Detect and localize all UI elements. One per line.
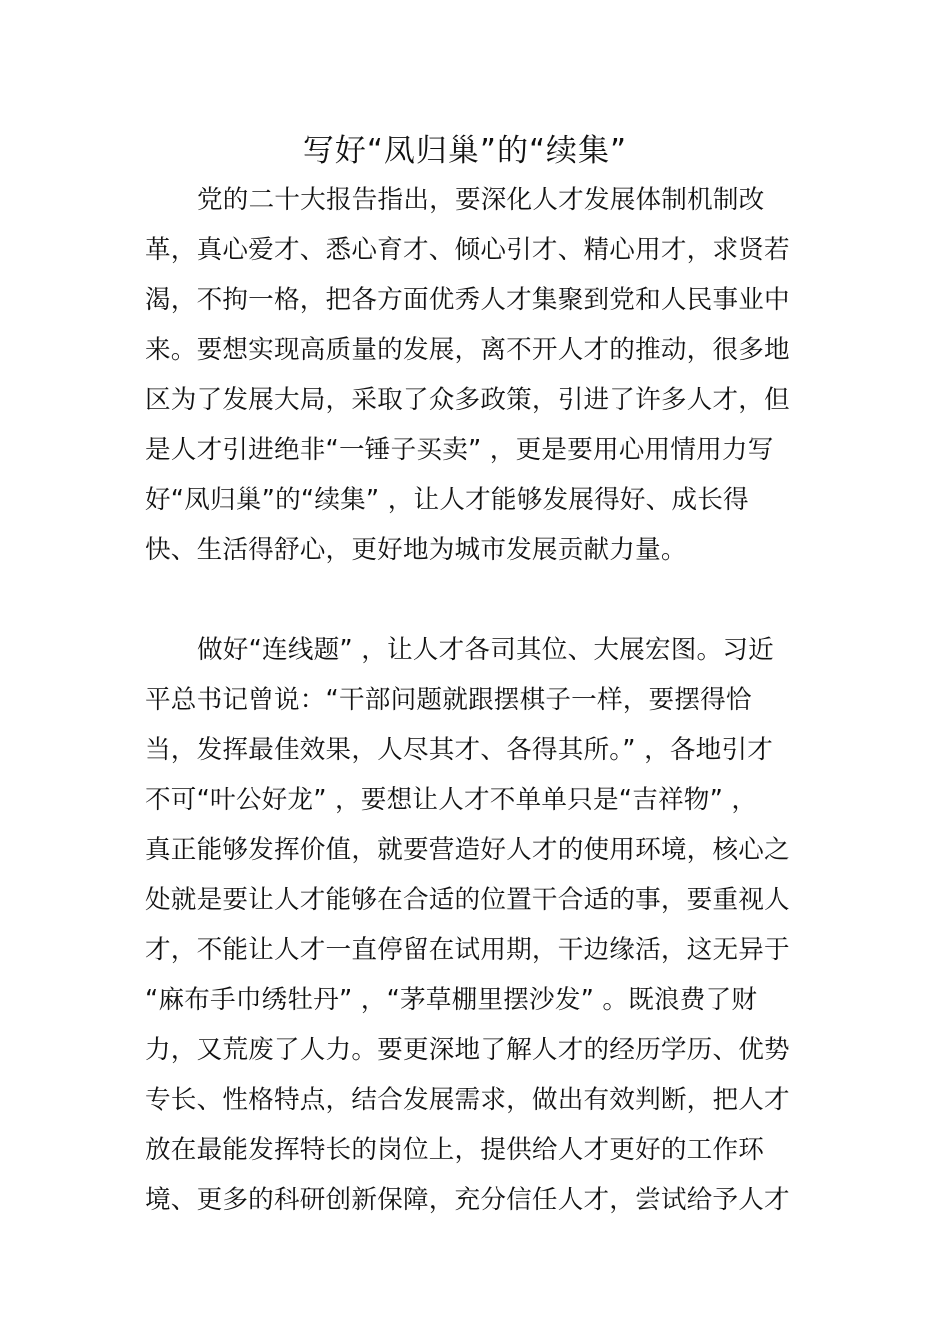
text-line: 好“凤归巢”的“续集” ，让人才能够发展得好、成长得 xyxy=(145,485,749,515)
paragraph-gap xyxy=(145,575,810,625)
text-line: 是人才引进绝非“一锤子买卖” ，更是要用心用情用力写 xyxy=(145,435,774,465)
paragraph-1 xyxy=(145,175,810,575)
text-line: 快、生活得舒心，更好地为城市发展贡献力量。 xyxy=(145,535,687,565)
text-line: 不可“叶公好龙” ，要想让人才不单单只是“吉祥物” ， xyxy=(145,785,758,815)
text-line: 处就是要让人才能够在合适的位置干合适的事，要重视人 xyxy=(145,885,790,915)
text-line: 来。要想实现高质量的发展，离不开人才的推动，很多地 xyxy=(145,335,790,365)
text-line: 才，不能让人才一直停留在试用期，干边缘活，这无异于 xyxy=(145,935,790,965)
text-line: 专长、性格特点，结合发展需求，做出有效判断，把人才 xyxy=(145,1085,790,1115)
text-line: 区为了发展大局，采取了众多政策，引进了许多人才，但 xyxy=(145,385,790,415)
text-line: “麻布手巾绣牡丹” ，“茅草棚里摆沙发” 。既浪费了财 xyxy=(145,985,758,1015)
text-line: 渴，不拘一格，把各方面优秀人才集聚到党和人民事业中 xyxy=(145,285,790,315)
text-line: 做好“连线题” ，让人才各司其位、大展宏图。习近 xyxy=(197,635,774,665)
document-body xyxy=(145,175,810,1225)
text-line: 放在最能发挥特长的岗位上，提供给人才更好的工作环 xyxy=(145,1135,765,1165)
text-line: 境、更多的科研创新保障，充分信任人才，尝试给予人才 xyxy=(145,1185,790,1215)
text-line: 党的二十大报告指出，要深化人才发展体制机制改 xyxy=(197,185,765,215)
text-line: 革，真心爱才、悉心育才、倾心引才、精心用才，求贤若 xyxy=(145,235,790,265)
text-line: 平总书记曾说：“干部问题就跟摆棋子一样，要摆得恰 xyxy=(145,685,752,715)
text-line: 真正能够发挥价值，就要营造好人才的使用环境，核心之 xyxy=(145,835,790,865)
document-title: 写好“凤归巢”的“续集” xyxy=(302,133,628,169)
text-line: 当，发挥最佳效果，人尽其才、各得其所。” ，各地引才 xyxy=(145,735,774,765)
text-line: 力，又荒废了人力。要更深地了解人才的经历学历、优势 xyxy=(145,1035,790,1065)
paragraph-2 xyxy=(145,625,810,1225)
